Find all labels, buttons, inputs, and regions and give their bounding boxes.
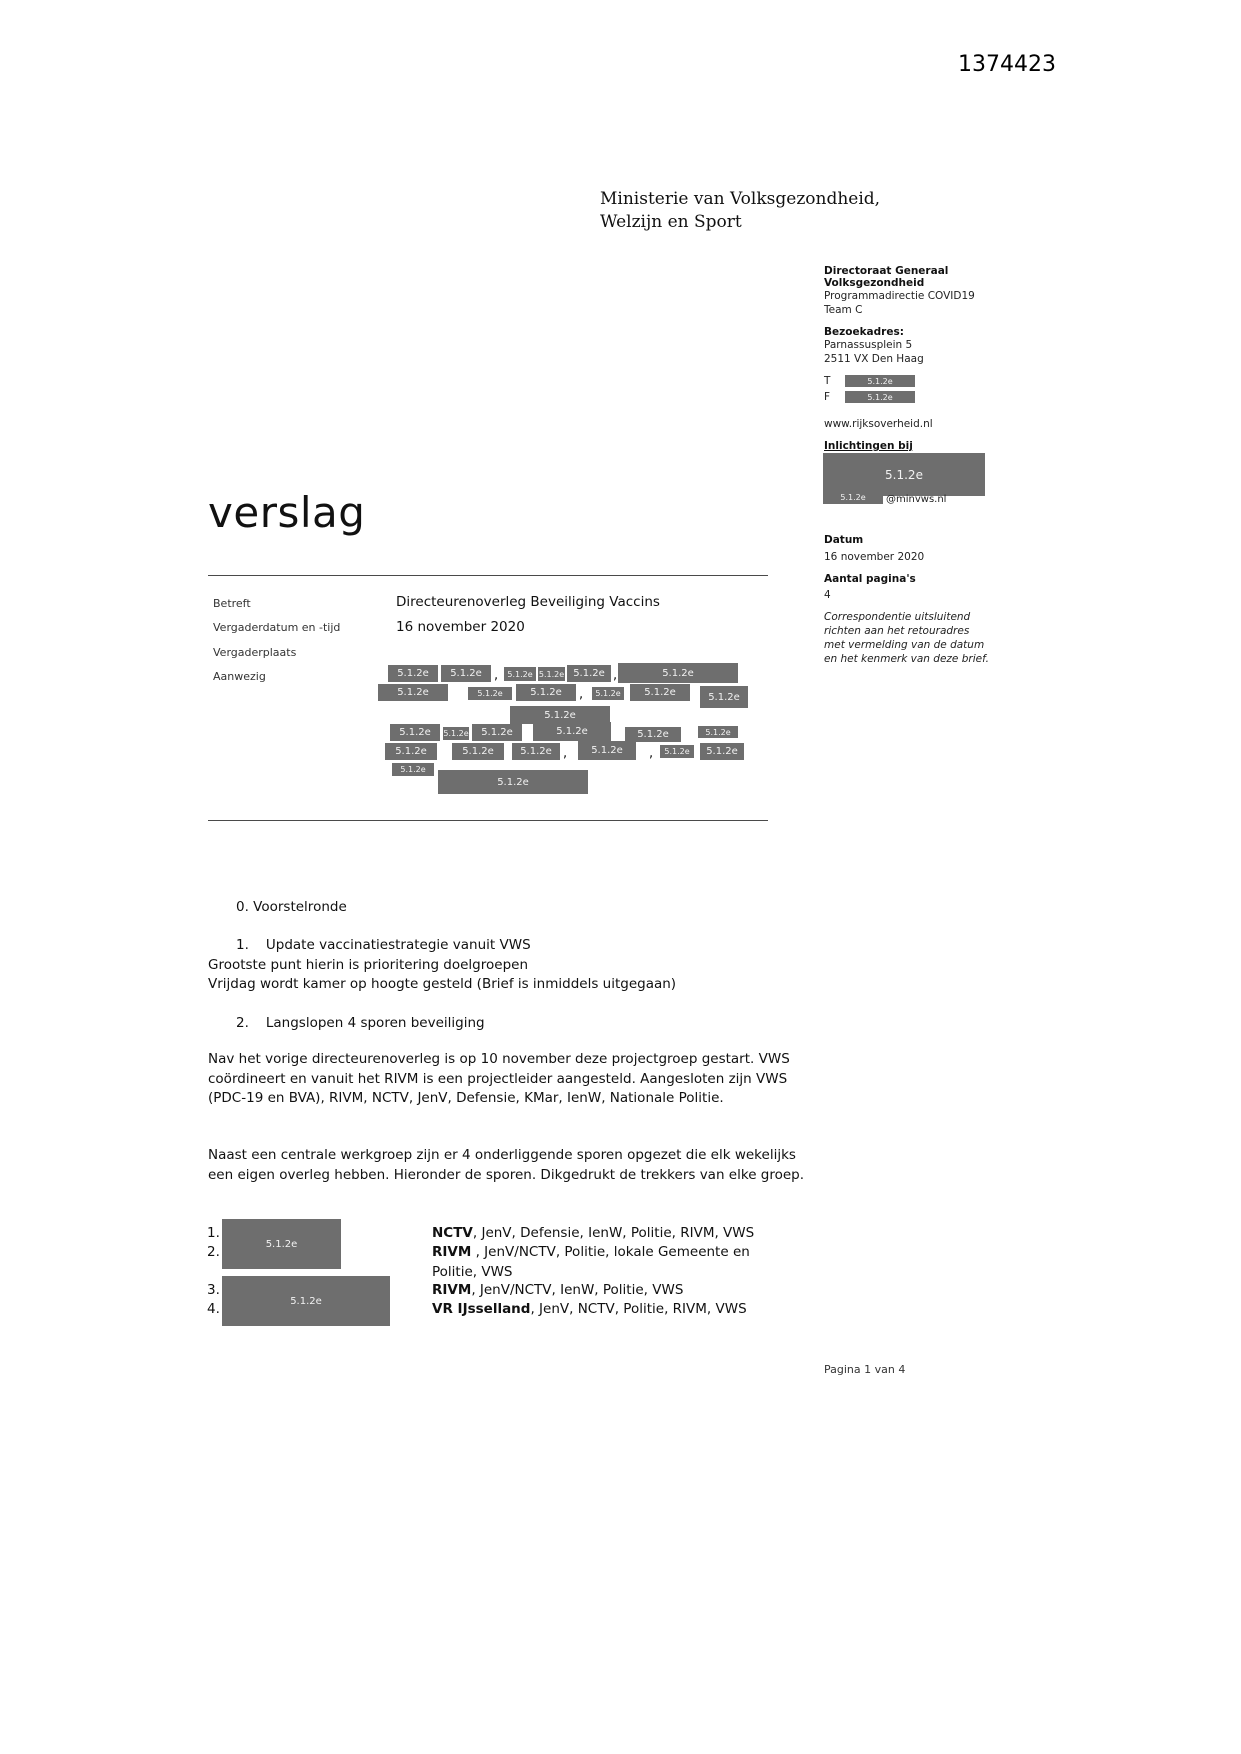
redaction-box: 5.1.2e	[452, 743, 504, 760]
sidebar-email-suffix: @minvws.nl	[886, 494, 947, 505]
body-section-1-line1: Grootste punt hierin is prioritering doelgroepen	[208, 957, 529, 973]
meta-betreft-label: Betreft	[213, 597, 251, 610]
document-number: 1374423	[958, 52, 1056, 77]
sidebar	[824, 265, 994, 366]
redaction-box: 5.1.2e	[700, 686, 748, 708]
sidebar-inquiries-label: Inlichtingen bij	[824, 440, 913, 452]
redaction-box: 5.1.2e	[700, 743, 744, 760]
redaction-box: 5.1.2e	[625, 727, 681, 742]
redaction-box: 5.1.2e	[538, 667, 565, 681]
redaction-box: 5.1.2e	[512, 743, 560, 760]
sidebar-visit-line1: Parnassusplein 5	[824, 339, 913, 351]
sidebar-pages-label: Aantal pagina's	[824, 573, 916, 585]
meta-datum-value: 16 november 2020	[396, 619, 525, 635]
body-paragraph-1: Nav het vorige directeurenoverleg is op 10 november deze projectgroep gestart. VWS coördineert en vanuit het RIVM is een projectleider aangesteld. Aangesloten zijn VWS (PDC-19 en BVA), RIVM, NCTV, JenV, Defensie, KMar, IenW, Nationale Politie.	[208, 1051, 790, 1106]
track-number: 1.	[207, 1225, 220, 1241]
sidebar-org-line3: Programmadirectie COVID19	[824, 290, 975, 302]
body-section-2	[236, 1014, 485, 1034]
body-section-1-number: 1.	[236, 937, 249, 953]
redaction-box: 5.1.2e	[592, 687, 624, 700]
divider-top	[208, 575, 768, 576]
redaction-box: 5.1.2e	[390, 724, 440, 741]
redaction-box: 5.1.2e	[472, 724, 522, 741]
sidebar-org-line2: Volksgezondheid	[824, 277, 925, 289]
ministry-name	[600, 188, 880, 234]
track-number: 3.	[207, 1282, 220, 1298]
redaction-box: 5.1.2e	[438, 770, 588, 794]
page-title: verslag	[208, 488, 366, 537]
sidebar-visit-line2: 2511 VX Den Haag	[824, 353, 924, 365]
redaction-box: 5.1.2e	[468, 687, 512, 700]
track-rest: , JenV/NCTV, Politie, lokale Gemeente en Politie, VWS	[432, 1244, 750, 1280]
sidebar-fax-label: F	[824, 391, 831, 403]
redaction-comma: ,	[579, 687, 584, 702]
body-section-1	[236, 936, 531, 956]
sidebar-org-line1: Directoraat Generaal	[824, 265, 949, 277]
track-rest: , JenV, NCTV, Politie, RIVM, VWS	[530, 1301, 747, 1317]
sidebar-pages-value: 4	[824, 589, 831, 601]
redaction-box: 5.1.2e	[504, 667, 536, 681]
redaction-box: 5.1.2e	[388, 665, 438, 682]
redaction-box: 5.1.2e	[823, 453, 985, 496]
meta-datum-label: Vergaderdatum en -tijd	[213, 621, 341, 634]
redaction-box: 5.1.2e	[222, 1219, 341, 1269]
redaction-box: 5.1.2e	[567, 665, 611, 682]
redaction-box: 5.1.2e	[630, 684, 690, 701]
redaction-box: 5.1.2e	[222, 1276, 390, 1326]
redaction-comma: ,	[613, 668, 618, 683]
sidebar-note: Correspondentie uitsluitend richten aan het retouradres met vermelding van de datum en het kenmerk van deze brief.	[824, 611, 989, 665]
sidebar-date-label: Datum	[824, 534, 864, 546]
body-section-1-title: Update vaccinatiestrategie vanuit VWS	[265, 937, 531, 953]
body-section-1-line2: Vrijdag wordt kamer op hoogte gesteld (Brief is inmiddels uitgegaan)	[208, 976, 677, 992]
ministry-name-line2: Welzijn en Sport	[600, 212, 742, 232]
body-item-0: 0. Voorstelronde	[236, 899, 347, 915]
track-lead: VR IJsselland	[432, 1301, 531, 1317]
track-number: 2.	[207, 1244, 220, 1260]
track-members	[432, 1224, 754, 1244]
track-rest: , JenV/NCTV, IenW, Politie, VWS	[471, 1282, 684, 1298]
ministry-name-line1: Ministerie van Volksgezondheid,	[600, 189, 881, 209]
sidebar-website: www.rijksoverheid.nl	[824, 418, 933, 430]
redaction-box: 5.1.2e	[378, 684, 448, 701]
body-paragraph-2: Naast een centrale werkgroep zijn er 4 onderliggende sporen opgezet die elk wekelijks een eigen overleg hebben. Hieronder de sporen. Dikgedrukt de trekkers van elke groep.	[208, 1147, 805, 1183]
body-section-2-title: Langslopen 4 sporen beveiliging	[265, 1015, 485, 1031]
redaction-box: 5.1.2e	[443, 729, 469, 738]
track-lead: RIVM	[432, 1244, 472, 1260]
sidebar-org-line4: Team C	[824, 304, 863, 316]
meta-betreft-value: Directeurenoverleg Beveiliging Vaccins	[396, 594, 660, 610]
sidebar-visit-label: Bezoekadres:	[824, 326, 904, 338]
redaction-box: 5.1.2e	[533, 722, 611, 741]
redaction-box: 5.1.2e	[441, 665, 491, 682]
redaction-comma: ,	[649, 746, 654, 761]
body-section-2-number: 2.	[236, 1015, 249, 1031]
redaction-box: 5.1.2e	[385, 743, 437, 760]
redaction-comma: ,	[494, 668, 499, 683]
redaction-box: 5.1.2e	[845, 375, 915, 387]
meta-plaats-label: Vergaderplaats	[213, 646, 297, 659]
redaction-comma: ,	[563, 746, 568, 761]
track-members	[432, 1300, 747, 1320]
track-rest: , JenV, Defensie, IenW, Politie, RIVM, VWS	[472, 1225, 755, 1241]
redaction-box: 5.1.2e	[516, 684, 576, 701]
track-number: 4.	[207, 1301, 220, 1317]
page-footer: Pagina 1 van 4	[824, 1363, 906, 1376]
track-lead: NCTV	[432, 1225, 473, 1241]
redaction-box: 5.1.2e	[698, 726, 738, 738]
redaction-box: 5.1.2e	[618, 663, 738, 683]
redaction-box: 5.1.2e	[578, 741, 636, 760]
sidebar-date-value: 16 november 2020	[824, 551, 925, 563]
meta-aanwezig-label: Aanwezig	[213, 670, 266, 683]
track-members	[432, 1281, 683, 1301]
redaction-box: 5.1.2e	[823, 491, 883, 504]
redaction-box: 5.1.2e	[392, 763, 434, 776]
redaction-box: 5.1.2e	[660, 745, 694, 758]
track-members	[432, 1243, 792, 1282]
divider-bottom	[208, 820, 768, 821]
redaction-box: 5.1.2e	[510, 706, 610, 724]
track-lead: RIVM	[432, 1282, 472, 1298]
sidebar-phone-label: T	[824, 375, 831, 387]
redaction-box: 5.1.2e	[845, 391, 915, 403]
